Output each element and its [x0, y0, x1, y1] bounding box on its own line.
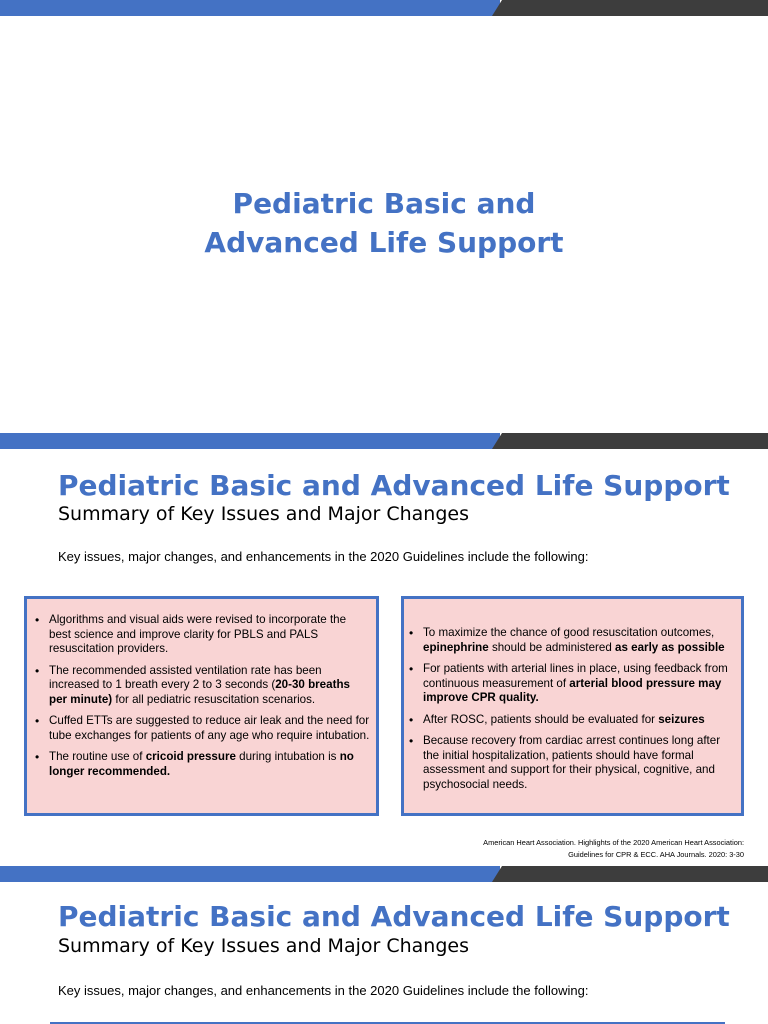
header-bar-blue — [0, 433, 500, 449]
bullet-item — [405, 626, 735, 655]
citation-line-1: American Heart Association. Highlights of the 2020 American Heart Association: — [483, 838, 744, 847]
header-bar-tick — [110, 14, 126, 16]
header-bar-dark — [492, 433, 768, 449]
slide-title-line-2: Advanced Life Support — [204, 226, 564, 259]
slide-subtitle: Summary of Key Issues and Major Changes — [58, 503, 469, 525]
slide-intro: Key issues, major changes, and enhancements in the 2020 Guidelines include the following: — [58, 549, 589, 564]
summary-slide — [0, 433, 768, 865]
bullet-text: Cuffed ETTs are suggested to reduce air leak and the need for tube exchanges for patients of any age who require intubation. — [49, 714, 370, 742]
bullet-item — [31, 714, 370, 743]
slide-header-bar — [0, 0, 768, 16]
key-issues-box-left — [24, 596, 379, 816]
slide-title-line-1: Pediatric Basic and — [232, 187, 536, 220]
slide-intro: Key issues, major changes, and enhancements in the 2020 Guidelines include the following: — [58, 983, 589, 998]
slide-title — [0, 184, 768, 262]
header-bar-dark — [492, 0, 768, 16]
key-issues-box-right — [401, 596, 744, 816]
slide-title: Pediatric Basic and Advanced Life Support — [58, 469, 730, 502]
header-bar-blue — [0, 866, 500, 882]
bullet-text: during intubation is — [235, 750, 340, 763]
bullet-item — [31, 750, 370, 779]
bullet-item — [405, 734, 735, 792]
bullet-text: should be administered — [488, 640, 616, 654]
bullet-item — [405, 713, 735, 728]
citation — [483, 837, 744, 861]
slide-header-bar — [0, 433, 768, 449]
bullet-text: The routine use of — [49, 750, 146, 763]
header-bar-dark — [492, 866, 768, 882]
bullet-text: The recommended assisted ventilation rate has been increased to 1 breath every 2 to 3 seconds ( — [49, 663, 322, 691]
header-bar-blue — [0, 0, 500, 16]
bullet-item — [405, 662, 735, 706]
bullet-text: for all pediatric resuscitation scenarios. — [112, 692, 316, 706]
bullet-text: Algorithms and visual aids were revised to incorporate the best science and improve clarity for PBLS and PALS resuscitation providers. — [49, 613, 347, 655]
bullet-text: After ROSC, patients should be evaluated for — [423, 712, 659, 726]
bullet-text: To maximize the chance of good resuscitation outcomes, — [423, 626, 715, 639]
bullet-emphasis: epinephrine — [423, 640, 489, 654]
key-issues-list-right — [405, 626, 735, 792]
bullet-emphasis: 20-30 breaths per minute) — [49, 678, 350, 706]
bullet-item — [31, 664, 370, 708]
bullet-emphasis: as early as possible — [615, 640, 725, 654]
slide-title: Pediatric Basic and Advanced Life Support — [58, 900, 730, 933]
bullet-text: For patients with arterial lines in place, using feedback from continuous measurement of — [423, 662, 728, 690]
bullet-emphasis: no longer recommended. — [49, 750, 354, 778]
bullet-item — [31, 613, 370, 657]
slide-header-bar — [0, 866, 768, 882]
bullet-emphasis: seizures — [658, 712, 705, 726]
bullet-text: Because recovery from cardiac arrest continues long after the initial hospitalization, patients should have formal assessment and support for their physical, cognitive, and psychosocial needs. — [423, 734, 721, 791]
bullet-emphasis: arterial blood pressure may improve CPR quality. — [423, 676, 722, 704]
key-issues-list-left — [31, 613, 370, 779]
slide-subtitle: Summary of Key Issues and Major Changes — [58, 935, 469, 957]
bullet-emphasis: cricoid pressure — [145, 750, 236, 763]
next-slide — [0, 866, 768, 1024]
citation-line-2: Guidelines for CPR & ECC. AHA Journals. 2020: 3-30 — [568, 850, 744, 859]
title-slide — [0, 0, 768, 432]
